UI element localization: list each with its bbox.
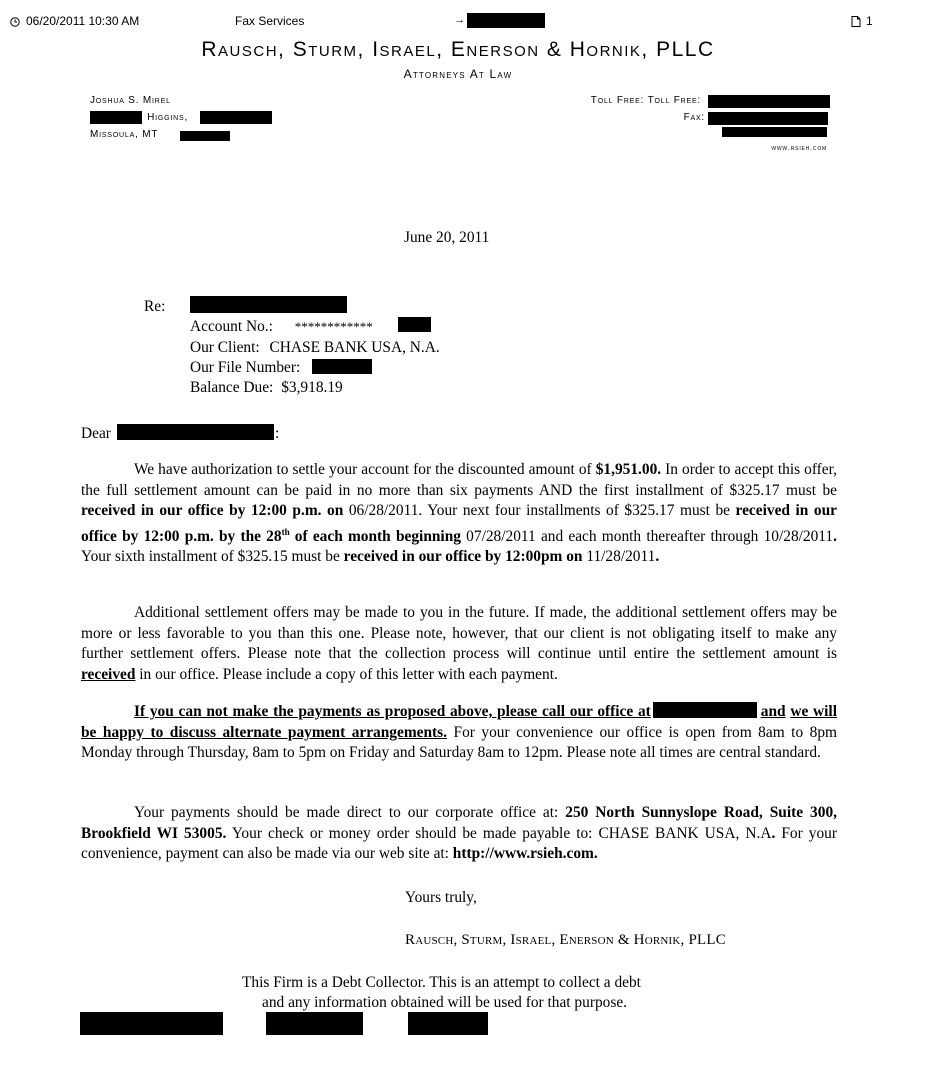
disclaimer-line1: This Firm is a Debt Collector. This is an attempt to collect a debt xyxy=(242,974,641,991)
closing-signature: Rausch, Sturm, Israel, Enerson & Hornik, PLLC xyxy=(405,932,726,948)
paragraph-payment-address: Your payments should be made direct to our corporate office at: 250 North Sunnyslope Road, Suite 300, Brookfield WI 53005. Your check or money order should be made payable to: CHASE BANK USA, N.A. For your convenience, payment can also be made via our web site at: http://www.rsieh.com. xyxy=(81,804,838,862)
balance-row xyxy=(190,378,343,399)
redaction-footer-3 xyxy=(408,1012,488,1035)
client-row xyxy=(190,338,440,359)
re-label: Re: xyxy=(144,298,166,315)
firm-subtitle: Attorneys At Law xyxy=(403,67,513,81)
payment-website-link: http://www.rsieh.com. xyxy=(452,845,598,862)
client-value: CHASE BANK USA, N.A. xyxy=(269,339,440,356)
paragraph-settlement-terms: We have authorization to settle your account for the discounted amount of $1,951.00. In order to accept this offer, the full settlement amount can be paid in no more than six payments AND the first installment of $325.17 must be received in our office by 12:00 p.m. on 06/28/2011. Your next four installments of $325.17 must be received in our office by 12:00 p.m. by the 28th of each month beginning 07/28/2011 and each month thereafter through 10/28/2011. Your sixth installment of $325.15 must be received in our office by 12:00pm on 11/28/2011. xyxy=(81,461,837,566)
arrow-icon: → xyxy=(454,14,465,26)
redaction-file-number xyxy=(312,359,372,374)
account-mask: ************ xyxy=(294,319,373,334)
redaction-attorney-name xyxy=(200,111,272,124)
letter-date: June 20, 2011 xyxy=(404,229,490,246)
letterhead-left-line1: Joshua S. Mirel xyxy=(90,95,171,106)
redaction-phone xyxy=(722,127,827,137)
salutation-dear: Dear xyxy=(81,425,111,442)
fax-service: Fax Services xyxy=(235,14,305,28)
redaction-account-number xyxy=(398,317,431,332)
redaction-footer-1 xyxy=(80,1012,223,1035)
client-label: Our Client: xyxy=(190,339,260,356)
redaction-city-zip xyxy=(180,131,230,141)
redaction-attorney-prefix xyxy=(90,111,142,124)
redaction-debtor-name xyxy=(117,424,274,440)
page-icon xyxy=(851,16,861,27)
firm-name: Rausch, Sturm, Israel, Enerson & Hornik, PLLC xyxy=(201,38,715,61)
fax-header xyxy=(10,14,920,32)
closing-yours-truly: Yours truly, xyxy=(405,889,477,906)
balance-label: Balance Due: xyxy=(190,379,274,396)
account-label: Account No.: xyxy=(190,318,273,335)
redaction-toll-free xyxy=(708,95,830,108)
redaction-office-phone xyxy=(653,702,757,718)
letterhead-left-line3: Missoula, MT xyxy=(90,129,159,140)
website-header: www.rsieh.com xyxy=(771,143,827,152)
redaction-footer-2 xyxy=(266,1012,363,1035)
redaction-fax-number xyxy=(708,112,828,125)
letterhead-left-line2: . Higgins, xyxy=(140,112,189,123)
redaction-fax-recipient xyxy=(467,13,545,28)
paragraph-additional-offers: Additional settlement offers may be made to you in the future. If made, the additional settlement offers may be more or less favorable to you than this one. Please note, however, that our client is not obligating itself to make any further settlement offers. Please note that the collection process will continue until entire the settlement amount is received in our office. Please include a copy of this letter with each payment. xyxy=(81,604,837,683)
balance-value: $3,918.19 xyxy=(281,379,343,396)
account-row xyxy=(190,317,373,338)
fax-label: Fax: xyxy=(683,112,705,123)
file-number-label: Our File Number: xyxy=(190,359,301,376)
disclaimer-line2: and any information obtained will be used for that purpose. xyxy=(262,994,628,1011)
paragraph-contact-office: If you can not make the payments as proposed above, please call our office at and we will be happy to discuss alternate payment arrangements. For your convenience our office is open from 8am to 8pm Monday through Thursday, 8am to 5pm on Friday and Saturday 8am to 12pm. Please note all times are central standard. xyxy=(81,703,837,761)
clock-icon xyxy=(10,16,20,26)
toll-free-label: Toll Free: Toll Free: xyxy=(590,95,701,106)
fax-page-number: 1 xyxy=(866,14,873,28)
redaction-debtor-name-re xyxy=(190,296,347,313)
fax-timestamp: 06/20/2011 10:30 AM xyxy=(26,14,140,28)
salutation-colon: : xyxy=(275,425,280,442)
